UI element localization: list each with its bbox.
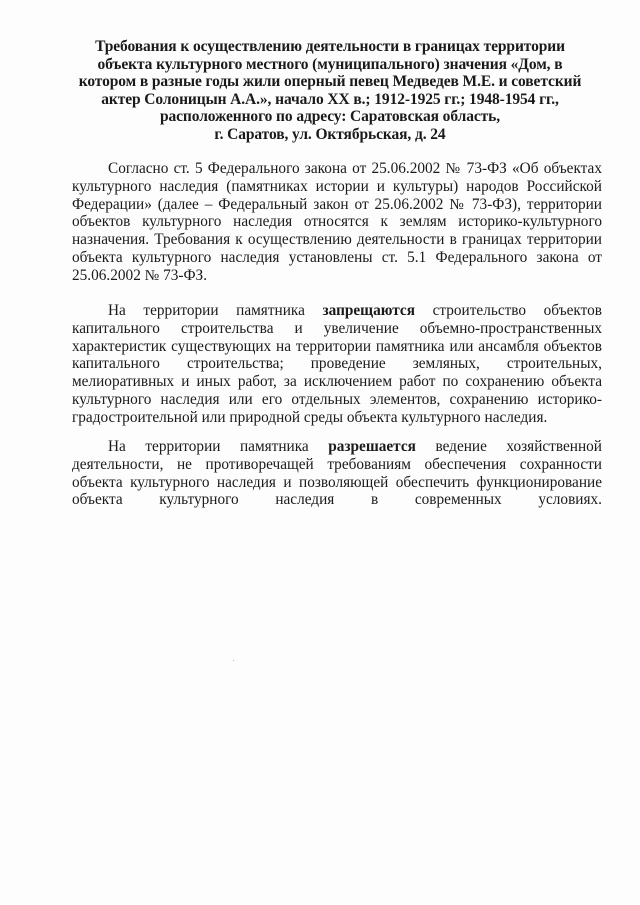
paragraph-line: деятельности, не противоречащей требованиям обеспечения сохранности <box>72 455 602 473</box>
paragraph-line: капитального строительства; проведение земляных, строительных, <box>72 355 602 373</box>
paragraph-line: 25.06.2002 № 73-ФЗ. <box>72 266 208 284</box>
title-line: Требования к осуществлению деятельности в границах территории <box>95 38 565 55</box>
paragraph-line: Согласно ст. 5 Федерального закона от 25.06.2002 № 73-ФЗ «Об объектах <box>108 160 602 177</box>
paragraph-line: культурного наследия (памятниках истории и культуры) народов Российской <box>72 177 602 195</box>
paragraph-prohibitions <box>72 302 602 427</box>
paragraph-line: объекта культурного наследия установлены ст. 5.1 Федерального закона от <box>72 248 602 266</box>
document-title <box>70 38 590 144</box>
paragraph-line: культурного наследия или его отдельных элементов, сохранению историко- <box>72 390 602 408</box>
paragraph-legal-basis <box>72 160 602 285</box>
paragraph-line: объектов культурного наследия относятся к землям историко-культурного <box>72 213 602 231</box>
title-line: расположенного по адресу: Саратовская область, <box>159 108 501 126</box>
paragraph-line: градостроительной или природной среды объекта культурного наследия. <box>72 408 548 426</box>
paragraph-line <box>72 438 602 456</box>
paragraph-line: мелиоративных и иных работ, за исключением работ по сохранению объекта <box>72 373 602 391</box>
permissions-intro: На территории памятника <box>108 438 329 455</box>
title-line: котором в разные годы жили оперный певец Медведев М.Е. и советский <box>78 73 582 91</box>
prohibited-keyword: запрещаются <box>322 302 415 319</box>
paragraph-permissions <box>72 438 602 509</box>
paragraph-line: Федерации» (далее – Федеральный закон от 25.06.2002 № 73-ФЗ), территории <box>72 195 602 213</box>
paragraph-line <box>72 302 602 320</box>
paragraph-line: объекта культурного наследия в современных условиях. <box>72 491 602 509</box>
paragraph-line: характеристик существующих на территории памятника или ансамбля объектов <box>72 337 602 355</box>
title-line: актер Солоницын А.А.», начало XX в.; 1912-1925 гг.; 1948-1954 гг., <box>101 90 559 108</box>
prohibitions-intro-rest: строительство объектов <box>415 302 602 319</box>
title-line: объекта культурного местного (муниципального) значения «Дом, в <box>97 55 563 73</box>
paragraph-line: капитального строительства и увеличение объемно-пространственных <box>72 319 602 337</box>
permitted-keyword: разрешается <box>328 438 416 455</box>
prohibitions-intro: На территории памятника <box>108 302 323 319</box>
paragraph-line: объекта культурного наследия и позволяющей обеспечить функционирование <box>72 473 602 491</box>
scan-speck <box>233 660 234 661</box>
title-line: г. Саратов, ул. Октябрьская, д. 24 <box>214 125 446 143</box>
permissions-intro-rest: ведение хозяйственной <box>415 438 602 455</box>
paragraph-line: назначения. Требования к осуществлению деятельности в границах территории <box>72 231 602 249</box>
